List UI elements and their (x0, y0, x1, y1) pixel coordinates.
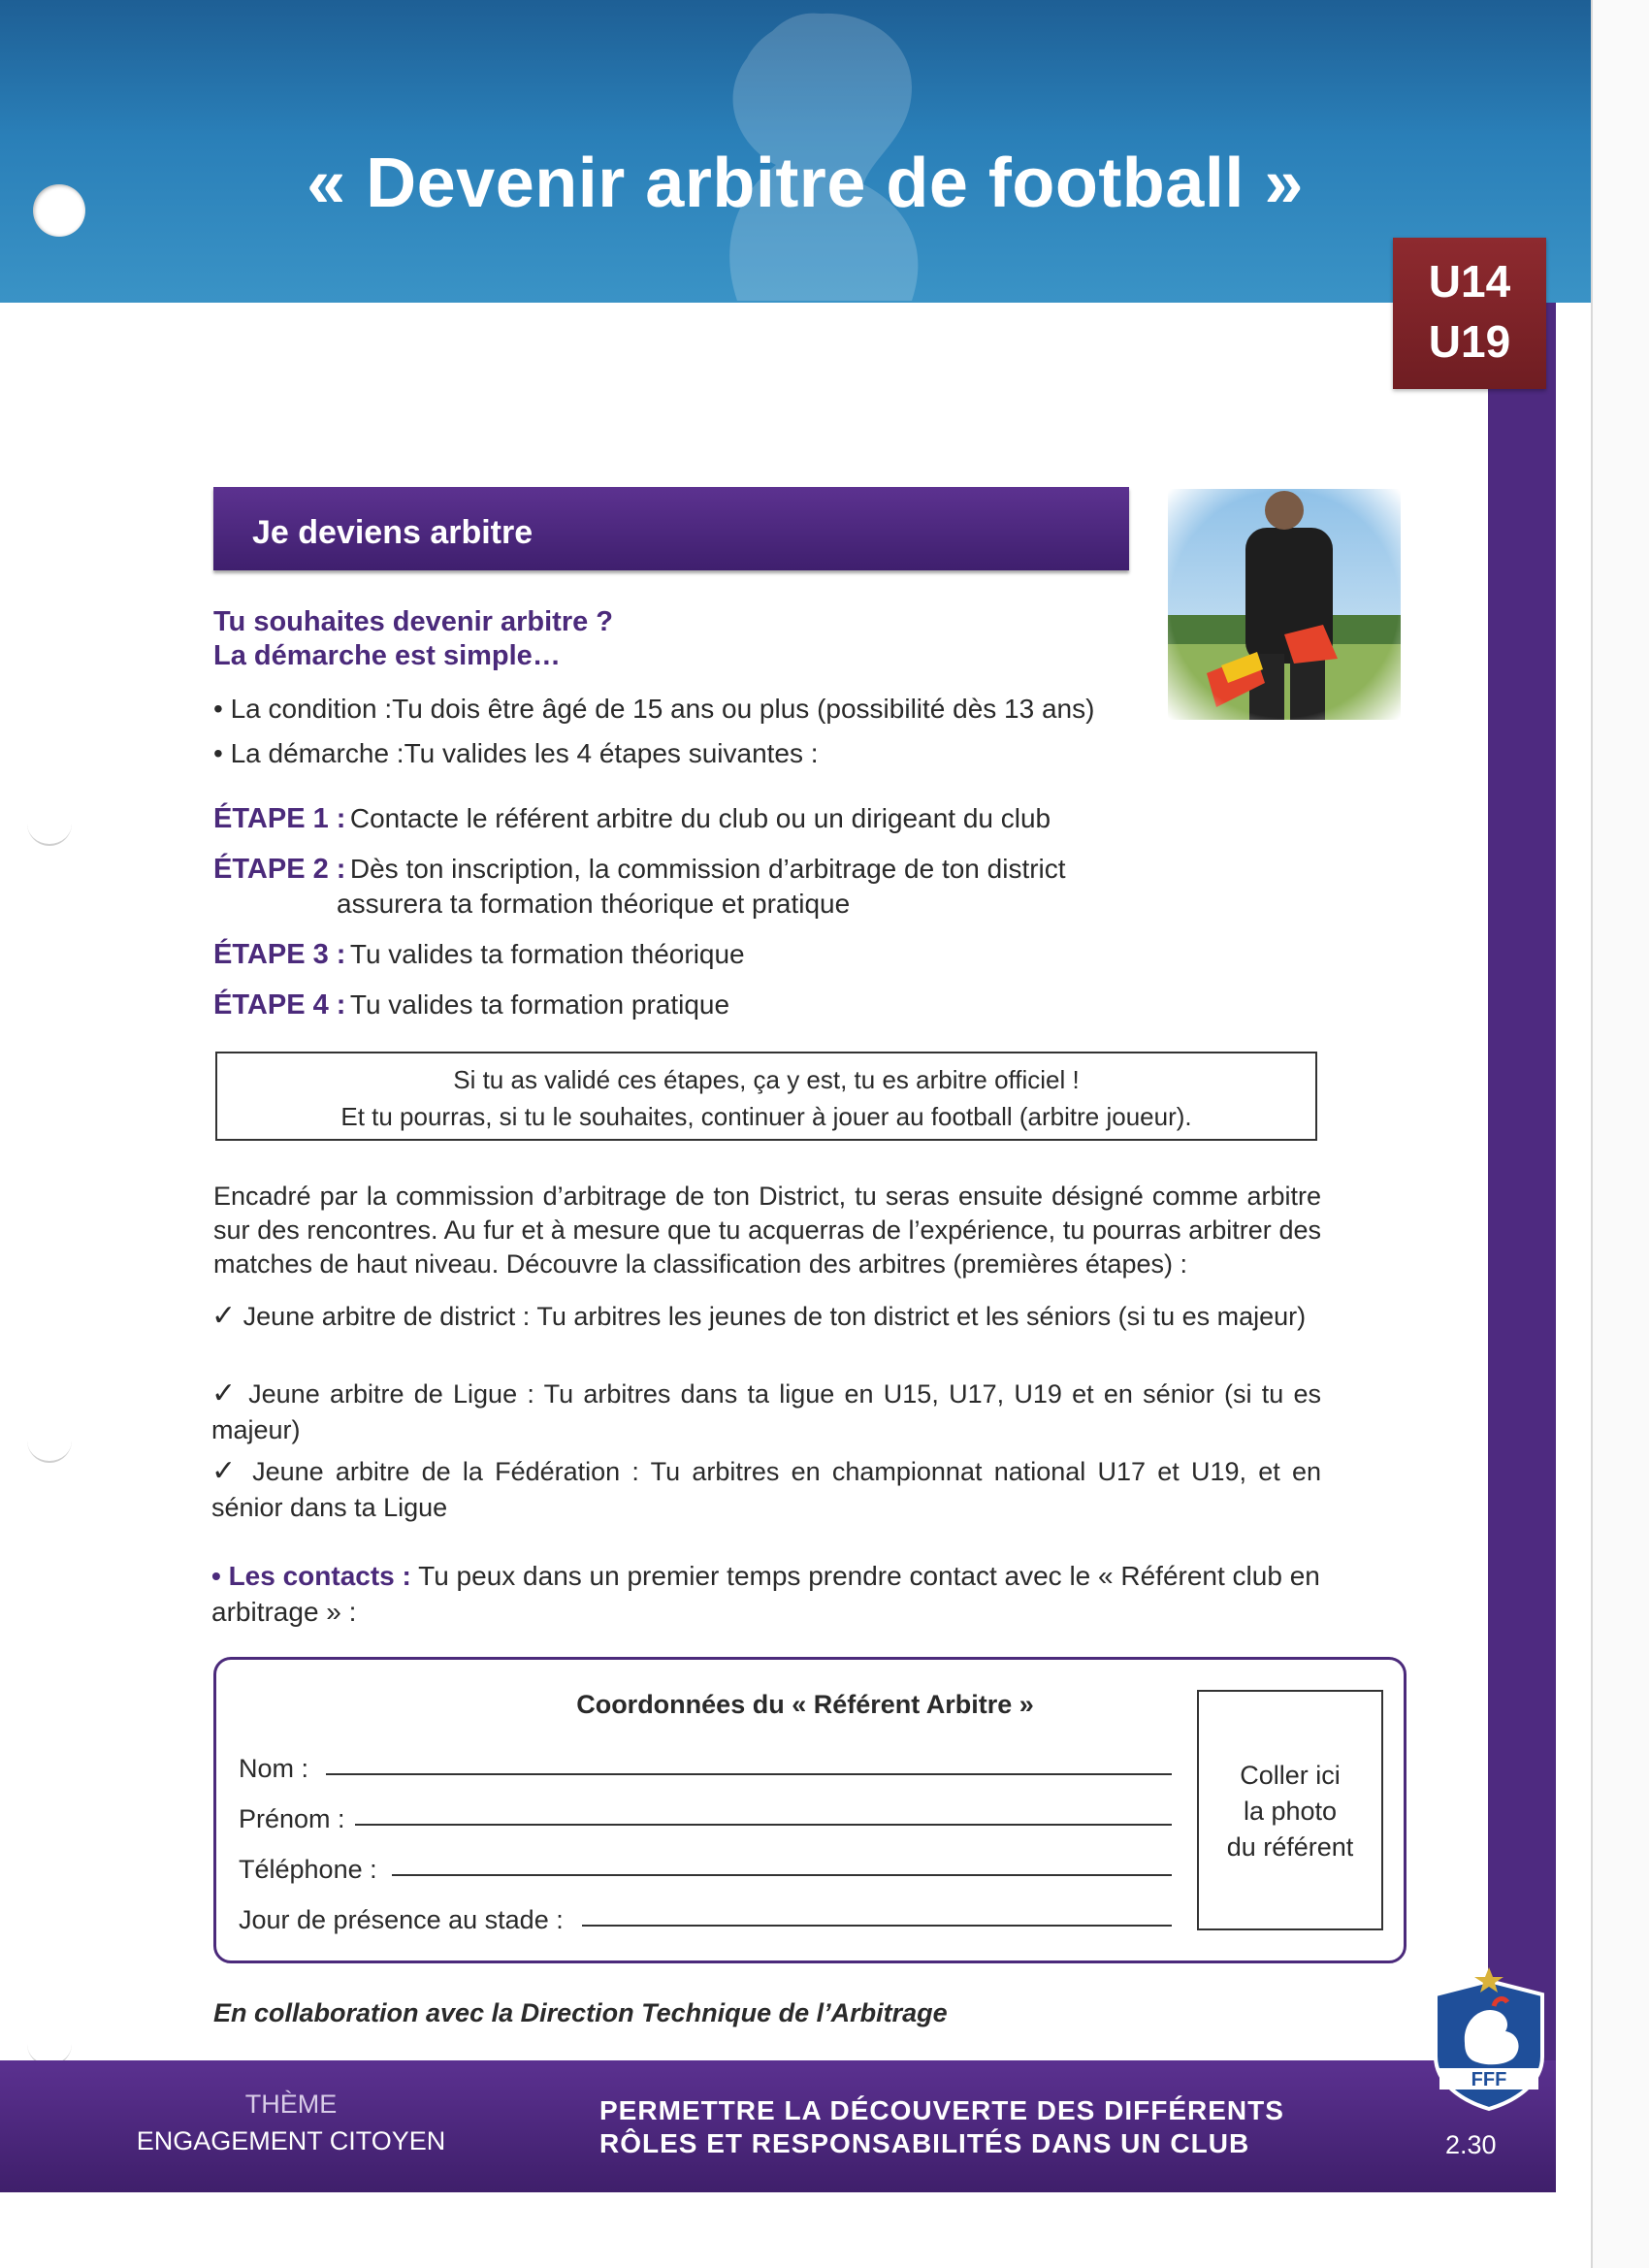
header-banner (0, 0, 1591, 303)
binder-hole (33, 184, 85, 237)
field-label-prenom: Prénom : (239, 1804, 345, 1833)
info-box-line-2: Et tu pourras, si tu le souhaites, continuer à jouer au football (arbitre joueur). (340, 1102, 1192, 1131)
field-label-telephone: Téléphone : (239, 1855, 377, 1884)
age-badge (1393, 238, 1546, 389)
scan-edge (1591, 0, 1649, 2268)
binder-hole-mark (27, 805, 72, 846)
classification-paragraph: Encadré par la commission d’arbitrage de ton District, tu seras ensuite désigné comme arbitre sur des rencontres. Au fur et à mesure que tu acquerras de l’expérience, tu pourras arbitrer des matches de haut niveau. Découvre la classification des arbitres (premières étapes) : (213, 1182, 1321, 1279)
check-icon: ✓ (211, 1300, 237, 1332)
condition-line (213, 691, 1094, 728)
step-text: Contacte le référent arbitre du club ou un dirigeant du club (349, 803, 1051, 833)
referee-photo (1168, 489, 1401, 720)
check-icon: ✓ (211, 1377, 239, 1409)
contacts-label: • Les contacts : (211, 1561, 411, 1591)
step-4 (213, 989, 729, 1021)
classification-item (211, 1453, 1321, 1526)
fff-logo-text: FFF (1471, 2069, 1507, 2090)
classification-item (211, 1376, 1321, 1448)
step-label: ÉTAPE 3 : (213, 939, 346, 970)
check-icon: ✓ (211, 1455, 241, 1487)
step-2 (213, 854, 1329, 886)
right-purple-band (1488, 303, 1556, 2060)
demarche-label: • La démarche : (213, 738, 404, 768)
step-3 (213, 939, 745, 971)
demarche-text: Tu valides les 4 étapes suivantes : (404, 738, 819, 768)
page-title: « Devenir arbitre de football » (307, 145, 1304, 222)
field-label-jour: Jour de présence au stade : (239, 1905, 564, 1934)
referent-form-title: Coordonnées du « Référent Arbitre » (576, 1690, 1034, 1719)
step-text: Tu valides ta formation pratique (349, 989, 730, 1020)
theme-value: ENGAGEMENT CITOYEN (136, 2126, 446, 2155)
intro-subtitle: La démarche est simple… (213, 640, 561, 671)
theme-label: THÈME (244, 2090, 338, 2119)
contacts-line (211, 1558, 1321, 1630)
nom-field[interactable] (326, 1773, 1172, 1775)
step-text: Tu valides ta formation théorique (349, 939, 745, 969)
jour-presence-field[interactable] (582, 1925, 1172, 1927)
age-badge-line-2: U19 (1428, 316, 1511, 367)
condition-text: Tu dois être âgé de 15 ans ou plus (possibilité dès 13 ans) (392, 694, 1095, 724)
classification-text: Tu arbitres les jeunes de ton district et les séniors (si tu es majeur) (536, 1302, 1307, 1331)
step-1 (213, 803, 1051, 835)
contacts-text: Tu peux dans un premier temps prendre contact avec le « Référent club en arbitrage » : (211, 1561, 1320, 1627)
demarche-line (213, 735, 819, 772)
section-title: Je deviens arbitre (252, 514, 534, 551)
classification-title: Jeune arbitre de district : (242, 1302, 531, 1331)
step-text: Dès ton inscription, la commission d’arbitrage de ton district (349, 854, 1066, 884)
photo-slot-text: Coller ici la photo du référent (1226, 1761, 1354, 1862)
footer-objective-line-2: RÔLES ET RESPONSABILITÉS DANS UN CLUB (599, 2128, 1250, 2158)
step-label: ÉTAPE 4 : (213, 989, 346, 1021)
classification-title: Jeune arbitre de la Fédération : (252, 1457, 639, 1486)
intro-question: Tu souhaites devenir arbitre ? (213, 606, 614, 637)
telephone-field[interactable] (392, 1874, 1172, 1876)
condition-label: • La condition : (213, 694, 393, 724)
fff-logo-icon (1426, 1967, 1552, 2113)
classification-item (211, 1298, 1321, 1335)
binder-hole-mark (27, 1422, 72, 1463)
age-badge-line-1: U14 (1428, 256, 1511, 307)
info-box-line-1: Si tu as validé ces étapes, ça y est, tu es arbitre officiel ! (453, 1065, 1080, 1094)
collaboration-note: En collaboration avec la Direction Technique de l’Arbitrage (213, 1998, 948, 2027)
page-number: 2.30 (1445, 2130, 1497, 2159)
step-label: ÉTAPE 1 : (213, 803, 346, 834)
footer-objective-line-1: PERMETTRE LA DÉCOUVERTE DES DIFFÉRENTS (599, 2095, 1284, 2125)
classification-title: Jeune arbitre de Ligue : (248, 1379, 534, 1409)
classification-text: Tu arbitres dans ta ligue en U15, U17, U19 et en sénior (si tu es majeur) (211, 1379, 1321, 1444)
classification-text: Tu arbitres en championnat national U17 et U19, et en sénior dans ta Ligue (211, 1457, 1321, 1522)
field-label-nom: Nom : (239, 1754, 309, 1783)
step-label: ÉTAPE 2 : (213, 854, 346, 885)
prenom-field[interactable] (355, 1824, 1172, 1826)
step-2-continuation: assurera ta formation théorique et pratique (337, 889, 851, 919)
